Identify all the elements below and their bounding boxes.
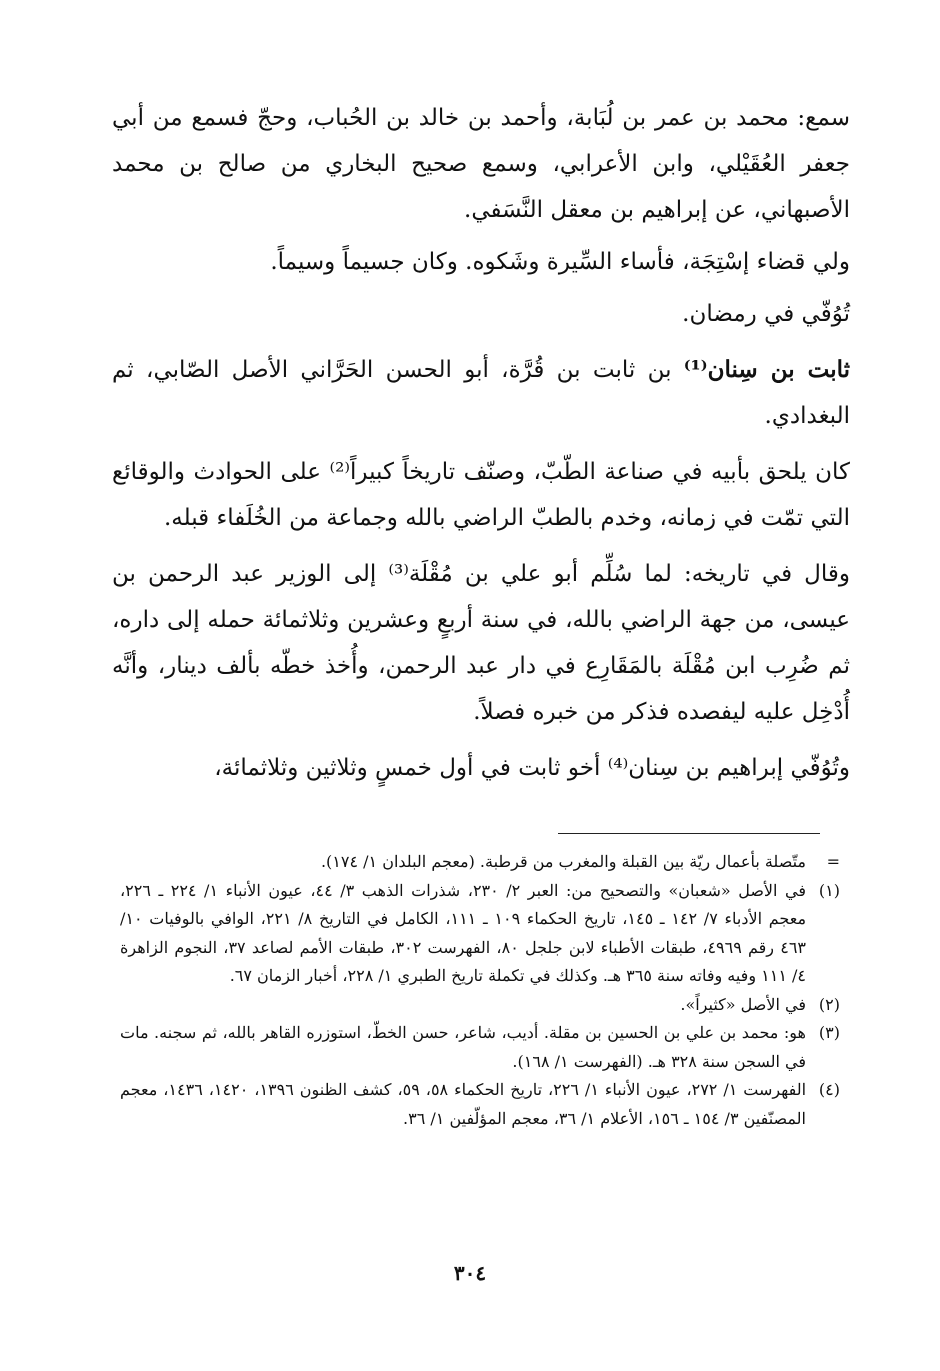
main-text: [112, 95, 850, 797]
footnote-text: في الأصل «كثيراً».: [680, 994, 806, 1014]
footnote-mark: (١): [818, 880, 840, 900]
entry-heading-name: ثابت بن سِنان⁽¹⁾: [683, 356, 851, 383]
footnote-continuation: [120, 848, 840, 877]
footnote-mark: (٢): [818, 994, 840, 1014]
footnote-4: [120, 1076, 840, 1133]
footnote-divider: [558, 833, 820, 834]
footnote-mark: =: [826, 852, 840, 871]
paragraph-text: وتُوُفّي إبراهيم بن سِنان⁽⁴⁾ أخو ثابت في أول خمسٍ وثلاثين وثلاثمائة،: [214, 755, 850, 781]
footnote-mark: (٤): [818, 1080, 840, 1099]
paragraph-sama: [112, 95, 850, 233]
paragraph-text: سمع: محمد بن عمر بن لُبَابة، وأحمد بن خالد بن الحُباب، وحجّ فسمع من أبي جعفر العُقَيْلي، وابن الأعرابي، وسمع صحيح البخاري من صالح بن محمد الأصبهاني، عن إبراهيم بن معقل النَّسَفي.: [112, 105, 850, 223]
footnote-3: [120, 1019, 840, 1076]
entry-thabit: [112, 347, 850, 439]
paragraph-text: وقال في تاريخه: لما سُلِّم أبو علي بن مُقْلَة⁽³⁾ إلى الوزير عبد الرحمن بن عيسى، من جهة الراضي بالله، في سنة أربعٍ وعشرين وثلاثمائة حمله إلى داره، ثم ضُرِب ابن مُقْلَة بالمَقَارِع في دار عبد الرحمن، وأُخذ خطّه بألف دينار، وأنَّه أُدْخِل عليه ليفصده فذكر من خبره فصلاً.: [112, 561, 850, 725]
footnote-text: هو: محمد بن علي بن الحسين بن مقلة. أديب، شاعر، حسن الخطّ، استوزره القاهر بالله، ثم سجنه. مات في السجن سنة ٣٢٨ هـ. (الفهرست ١/ ١٦٨).: [120, 1023, 806, 1071]
paragraph-text: تُوُفّي في رمضان.: [682, 301, 850, 327]
footnote-text: الفهرست ١/ ٢٧٢، عيون الأنباء ١/ ٢٢٦، تاريخ الحكماء ٥٨، ٥٩، كشف الظنون ١٣٩٦، ١٤٢٠، ١٤٣٦، معجم المصنّفين ٣/ ١٥٤ ـ ١٥٦، الأعلام ١/ ٣٦، معجم المؤلّفين ١/ ٣٦.: [120, 1080, 807, 1128]
page-number: ٣٠٤: [453, 1261, 487, 1285]
paragraph-ibrahim: [112, 745, 850, 791]
entry-heading-text: بن ثابت بن قُرَّة، أبو الحسن الحَرَّاني الأصل الصّابي، ثم البغدادي.: [112, 357, 850, 429]
paragraph-text: ولي قضاء إسْتِجَة، فأساء السِّيرة وشَكوه. وكان جسيماً وسيماً.: [270, 249, 850, 275]
paragraph-qada: [112, 239, 850, 285]
paragraph-history: [112, 551, 850, 735]
footnote-text: متّصلة بأعمال ريّة بين القبلة والمغرب من قرطبة. (معجم البلدان ١/ ١٧٤).: [320, 852, 806, 871]
footnote-2: [120, 991, 840, 1020]
footnote-1: [120, 877, 840, 991]
paragraph-death: [112, 291, 850, 337]
footnote-mark: (٣): [818, 1023, 840, 1042]
paragraph-medicine: [112, 449, 850, 541]
footnotes: [120, 848, 840, 1133]
footnote-text: في الأصل «شعبان» والتصحيح من: العبر ٢/ ٢٣٠، شذرات الذهب ٣/ ٤٤، عيون الأنباء ١/ ٢٢٤ ـ ٢٢٦، معجم الأدباء ٧/ ١٤٢ ـ ١٤٥، تاريخ الحكماء ١٠٩ ـ ١١١، الكامل في التاريخ ٨/ ٢٢١، الوافي بالوفيات ١٠/ ٤٦٣ رقم ٤٩٦٩، طبقات الأطباء لابن جلجل ٨٠، الفهرست ٣٠٢، طبقات الأمم لصاعد ٣٧، النجوم الزاهرة ٤/ ١١١ وفيه وفاته سنة ٣٦٥ هـ. وكذلك في تكملة تاريخ الطبري ١/ ٢٢٨، أخبار الزمان ٦٧.: [120, 880, 807, 985]
paragraph-text: كان يلحق بأبيه في صناعة الطّبّ، وصنّف تاريخاً كبيراً⁽²⁾ على الحوادث والوقائع التي تمّت في زمانه، وخدم بالطبّ الراضي بالله وجماعة من الخُلَفاء قبله.: [112, 459, 850, 531]
